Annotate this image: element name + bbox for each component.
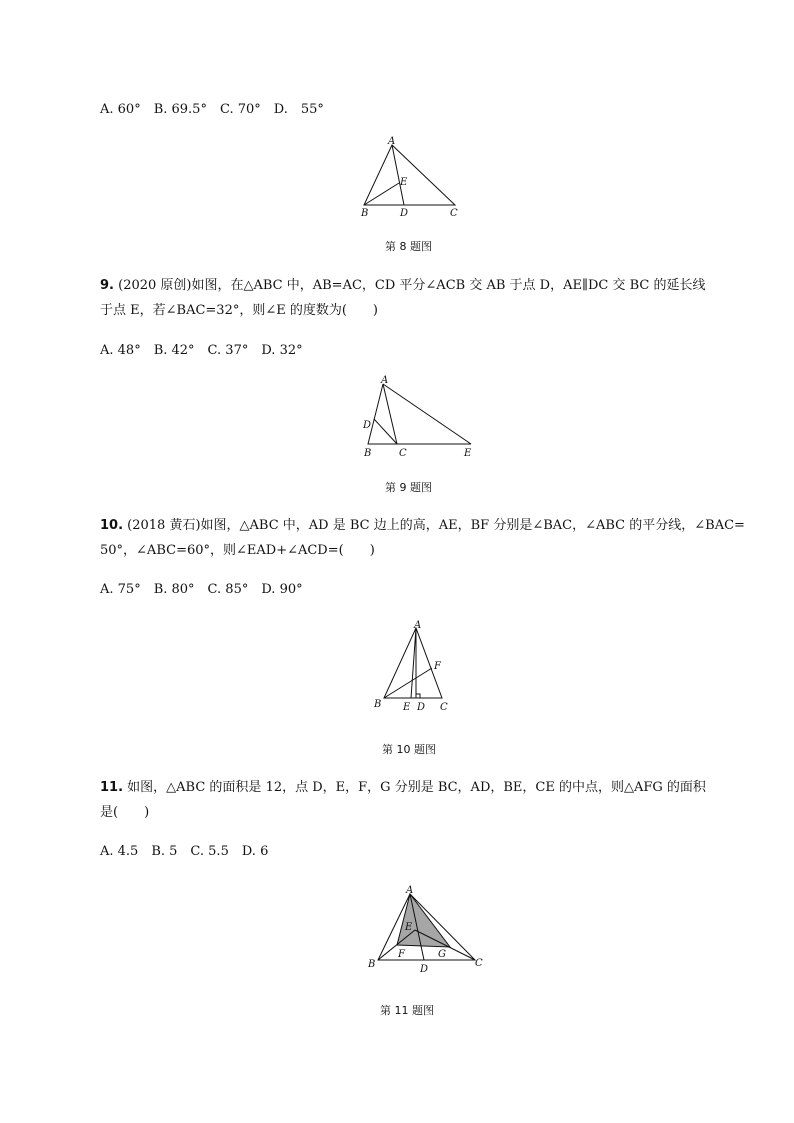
q11-caption: 第 11 题图 bbox=[380, 1004, 434, 1017]
q10-options: A. 75° B. 80° C. 85° D. 90° bbox=[100, 582, 303, 597]
q9-triangle-abc bbox=[368, 384, 397, 444]
q11-label-g: G bbox=[438, 949, 446, 960]
q11-options: A. 4.5 B. 5 C. 5.5 D. 6 bbox=[100, 844, 269, 859]
q11-label-e: E bbox=[405, 922, 413, 933]
q11-label-b: B bbox=[368, 959, 376, 970]
q8-label-b: B bbox=[361, 208, 369, 219]
q10-stem-text1: (2018 黄石)如图，△ABC 中，AD 是 BC 边上的高，AE，BF 分别是∠BAC，∠ABC 的平分线，∠BAC= bbox=[127, 518, 745, 533]
q10-stem-line1 bbox=[100, 518, 745, 534]
q11-shaded-triangle-afg bbox=[397, 894, 450, 947]
q9-label-c: C bbox=[399, 448, 407, 459]
q8-figure bbox=[355, 133, 475, 221]
q8-options: A. 60° B. 69.5° C. 70° D. 55° bbox=[100, 102, 324, 117]
q11-label-f: F bbox=[398, 949, 405, 960]
q10-caption: 第 10 题图 bbox=[382, 743, 436, 756]
q11-stem-line1 bbox=[100, 780, 706, 796]
q8-segment-ad bbox=[392, 145, 404, 205]
q10-segment-ae bbox=[411, 628, 416, 698]
q10-label-a: A bbox=[414, 620, 422, 631]
q9-label-e: E bbox=[464, 448, 472, 459]
q8-label-a: A bbox=[388, 136, 396, 147]
q9-number: 9. bbox=[100, 278, 114, 293]
q10-label-e: E bbox=[403, 702, 411, 713]
q10-label-b: B bbox=[374, 699, 382, 710]
q9-stem-line2: 于点 E，若∠BAC=32°，则∠E 的度数为( ) bbox=[100, 303, 378, 318]
q9-options: A. 48° B. 42° C. 37° D. 32° bbox=[100, 343, 303, 358]
q8-caption: 第 8 题图 bbox=[385, 240, 432, 253]
q11-stem-text1: 如图，△ABC 的面积是 12，点 D，E，F，G 分别是 BC，AD，BE，CE 的中点，则△AFG 的面积 bbox=[127, 780, 706, 795]
q10-label-c: C bbox=[440, 702, 448, 713]
q9-stem-text1: (2020 原创)如图，在△ABC 中，AB=AC，CD 平分∠ACB 交 AB 于点 D，AE∥DC 交 BC 的延长线 bbox=[118, 278, 706, 293]
q10-stem-line2: 50°，∠ABC=60°，则∠EAD+∠ACD=( ) bbox=[100, 543, 375, 558]
q11-stem-line2: 是( ) bbox=[100, 805, 150, 820]
q10-number: 10. bbox=[100, 518, 124, 533]
q9-caption: 第 9 题图 bbox=[385, 481, 432, 494]
q11-label-a: A bbox=[406, 885, 414, 896]
q8-label-c: C bbox=[450, 208, 458, 219]
q9-stem-line1 bbox=[100, 278, 705, 294]
q8-label-d: D bbox=[400, 208, 409, 219]
q11-figure bbox=[365, 880, 490, 975]
q10-right-angle-mark bbox=[416, 694, 420, 698]
q9-figure bbox=[355, 372, 485, 460]
q10-figure bbox=[368, 618, 468, 718]
q10-label-f: F bbox=[434, 661, 441, 672]
q9-label-a: A bbox=[381, 375, 389, 386]
q9-segment-ae bbox=[383, 384, 471, 444]
q9-segment-cd bbox=[374, 419, 397, 444]
q10-label-d: D bbox=[417, 702, 426, 713]
q11-label-d: D bbox=[420, 964, 429, 975]
q11-label-c: C bbox=[475, 958, 483, 969]
q11-number: 11. bbox=[100, 780, 124, 795]
q9-label-d: D bbox=[363, 420, 372, 431]
q9-label-b: B bbox=[364, 448, 372, 459]
q8-label-e: E bbox=[400, 177, 408, 188]
